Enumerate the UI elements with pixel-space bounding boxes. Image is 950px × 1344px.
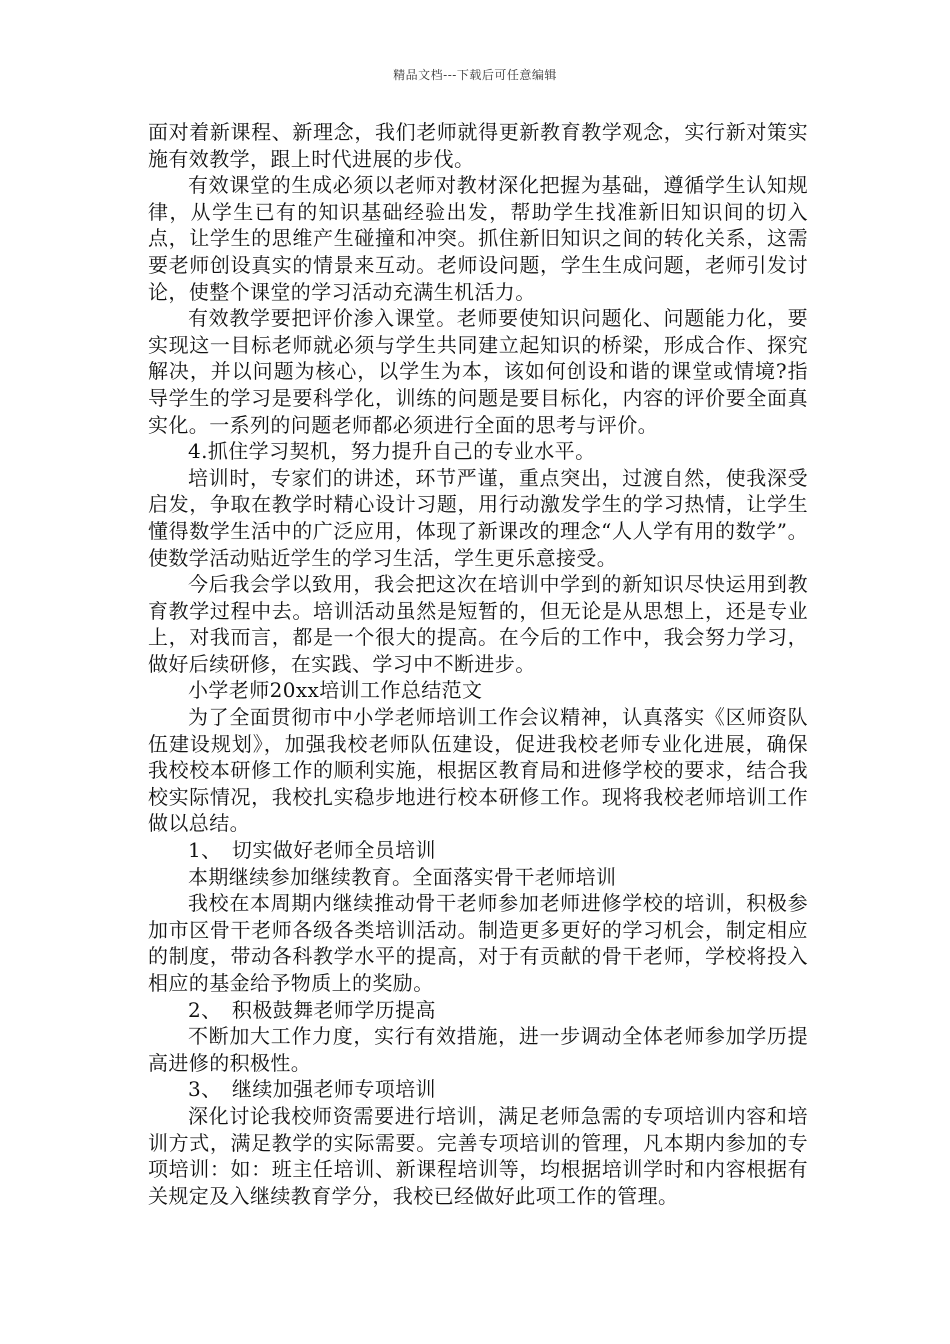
page-header: 精品文档---下载后可任意编辑 <box>393 68 557 82</box>
paragraph: 本期继续参加继续教育。全面落实骨干老师培训 <box>188 864 617 889</box>
paragraph: 深化讨论我校师资需要进行培训，满足老师急需的专项培训内容和培训方式，满足教学的实际需要。完善专项培训的管理，凡本期内参加的专项培训：如：班主任培训、新课程培训等，均根据培训学时和内容根据有关规定及入继续教育学分，我校已经做好此项工作的管理。 <box>148 1103 808 1208</box>
section-heading: 1、 切实做好老师全员培训 <box>188 838 436 863</box>
paragraph: 有效教学要把评价渗入课堂。老师要使知识问题化、问题能力化，要实现这一目标老师就必须与学生共同建立起知识的桥梁，形成合作、探究解决，并以问题为核心，以学生为本，该如何创设和谐的课堂或情境?指导学生的学习是要科学化，训练的问题是要目标化，内容的评价要全面真实化。一系列的问题老师都必须进行全面的思考与评价。 <box>148 306 808 437</box>
section-heading: 4.抓住学习契机，努力提升自己的专业水平。 <box>188 439 596 464</box>
section-heading: 3、 继续加强老师专项培训 <box>188 1077 436 1102</box>
article-title: 小学老师20xx培训工作总结范文 <box>188 678 483 703</box>
paragraph: 有效课堂的生成必须以老师对教材深化把握为基础，遵循学生认知规律，从学生已有的知识基础经验出发，帮助学生找准新旧知识间的切入点，让学生的思维产生碰撞和冲突。抓住新旧知识之间的转化关系，这需要老师创设真实的情景来互动。老师设问题，学生生成问题，老师引发讨论，使整个课堂的学习活动充满生机活力。 <box>148 173 808 304</box>
section-heading: 2、 积极鼓舞老师学历提高 <box>188 997 436 1022</box>
paragraph: 我校在本周期内继续推动骨干老师参加老师进修学校的培训，积极参加市区骨干老师各级各类培训活动。制造更多更好的学习机会，制定相应的制度，带动各科教学水平的提高，对于有贡献的骨干老师，学校将投入相应的基金给予物质上的奖励。 <box>148 891 808 995</box>
paragraph: 今后我会学以致用，我会把这次在培训中学到的新知识尽快运用到教育教学过程中去。培训活动虽然是短暂的，但无论是从思想上，还是专业上，对我而言，都是一个很大的提高。在今后的工作中，我会努力学习，做好后续研修，在实践、学习中不断进步。 <box>148 572 808 676</box>
paragraph: 为了全面贯彻市中小学老师培训工作会议精神，认真落实《区师资队伍建设规划》，加强我校老师队伍建设，促进我校老师专业化进展，确保我校校本研修工作的顺利实施，根据区教育局和进修学校的要求，结合我校实际情况，我校扎实稳步地进行校本研修工作。现将我校老师培训工作做以总结。 <box>148 705 808 836</box>
paragraph: 不断加大工作力度，实行有效措施，进一步调动全体老师参加学历提高进修的积极性。 <box>148 1024 808 1075</box>
paragraph: 面对着新课程、新理念，我们老师就得更新教育教学观念，实行新对策实施有效教学，跟上时代进展的步伐。 <box>148 120 808 171</box>
paragraph: 培训时，专家们的讲述，环节严谨，重点突出，过渡自然，使我深受启发，争取在教学时精心设计习题，用行动激发学生的学习热情，让学生懂得数学生活中的广泛应用，体现了新课改的理念“人人学有用的数学”。使数学活动贴近学生的学习生活，学生更乐意接受。 <box>148 465 808 570</box>
document-body <box>148 119 808 1209</box>
